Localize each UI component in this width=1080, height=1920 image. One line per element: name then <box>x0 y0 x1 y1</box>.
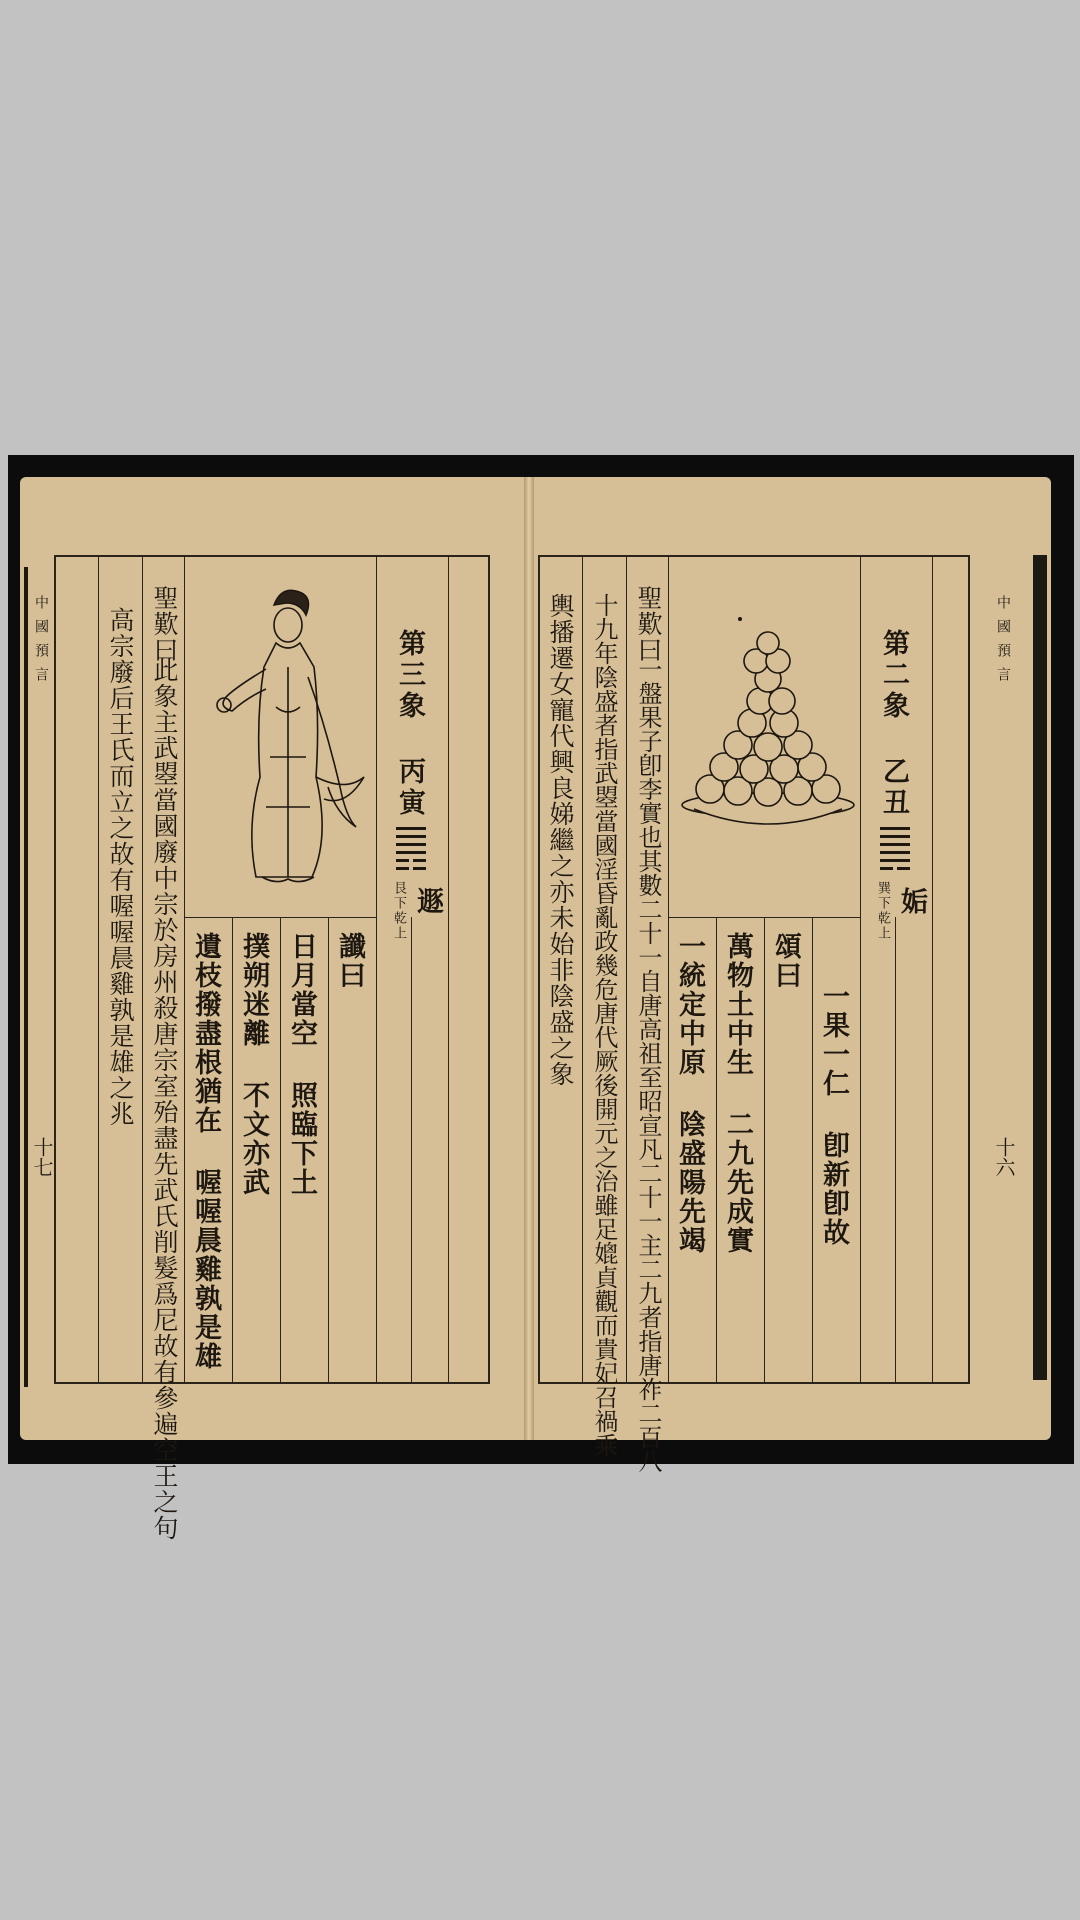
right-page <box>528 477 1051 1473</box>
song-line-2: 遺枝撥盡根猶在 喔喔晨雞孰是雄 <box>190 932 221 1371</box>
right-text-block <box>538 555 970 1473</box>
hexagram-gou-icon <box>880 827 910 875</box>
commentary-label: 聖歎曰 <box>150 585 179 663</box>
commentary-column-2: 十九年陰盛者指武曌當國淫昏亂政幾危唐代厥後開元之治雖足媲貞觀而貴妃召禍乘 <box>590 593 618 1457</box>
xiang-title: 第三象 丙寅 <box>394 629 425 819</box>
song-line-2: 一統定中原 陰盛陽先竭 <box>674 932 705 1255</box>
left-page <box>20 477 528 1541</box>
hexagram-dun-icon <box>396 827 426 875</box>
xiang-title: 第二象 乙丑 <box>878 629 909 819</box>
song-label: 頌曰 <box>770 932 801 990</box>
chen-line-2: 一果一仁 卽新卽故 <box>818 982 849 1247</box>
margin-title: 中國預言 <box>995 595 1011 691</box>
page-number: 十七 <box>30 1137 54 1177</box>
page-number: 十六 <box>992 1137 1016 1177</box>
book-gutter <box>524 477 534 1440</box>
commentary-column-1: 此象主武曌當國廢中宗於房州殺唐宗室殆盡先武氏削髮爲尼故有參遍空王之句 <box>150 657 179 1541</box>
left-margin-rule <box>24 567 28 1387</box>
chen-line-1: 日月當空 照臨下土 <box>286 932 317 1197</box>
chen-label: 讖曰 <box>334 932 365 990</box>
song-line-1: 萬物土中生 二九先成實 <box>722 932 753 1255</box>
court-lady-illustration <box>196 577 366 897</box>
commentary-column-3: 輿播遷女寵代興良娣繼之亦未始非陰盛之象 <box>546 593 575 1087</box>
right-edge-shadow <box>1033 555 1047 1380</box>
left-text-block <box>54 555 490 1541</box>
trigram-note: 巽下乾上 <box>875 881 890 941</box>
margin-title: 中國預言 <box>33 595 49 691</box>
fruit-plate-illustration <box>680 617 856 837</box>
trigram-note: 艮下乾上 <box>391 881 406 941</box>
commentary-column-2: 高宗廢后王氏而立之故有喔喔晨雞孰是雄之兆 <box>106 607 135 1127</box>
commentary-label: 聖歎曰 <box>634 585 663 663</box>
hexagram-name: 姤 <box>896 887 927 916</box>
hexagram-name: 遯 <box>412 887 443 916</box>
chen-line-2: 撲朔迷離 不文亦武 <box>238 932 269 1197</box>
commentary-column-1: 一盤果子卽李實也其數二十一自唐高祖至昭宣凡二十一主二九者指唐祚二百八 <box>634 657 662 1473</box>
